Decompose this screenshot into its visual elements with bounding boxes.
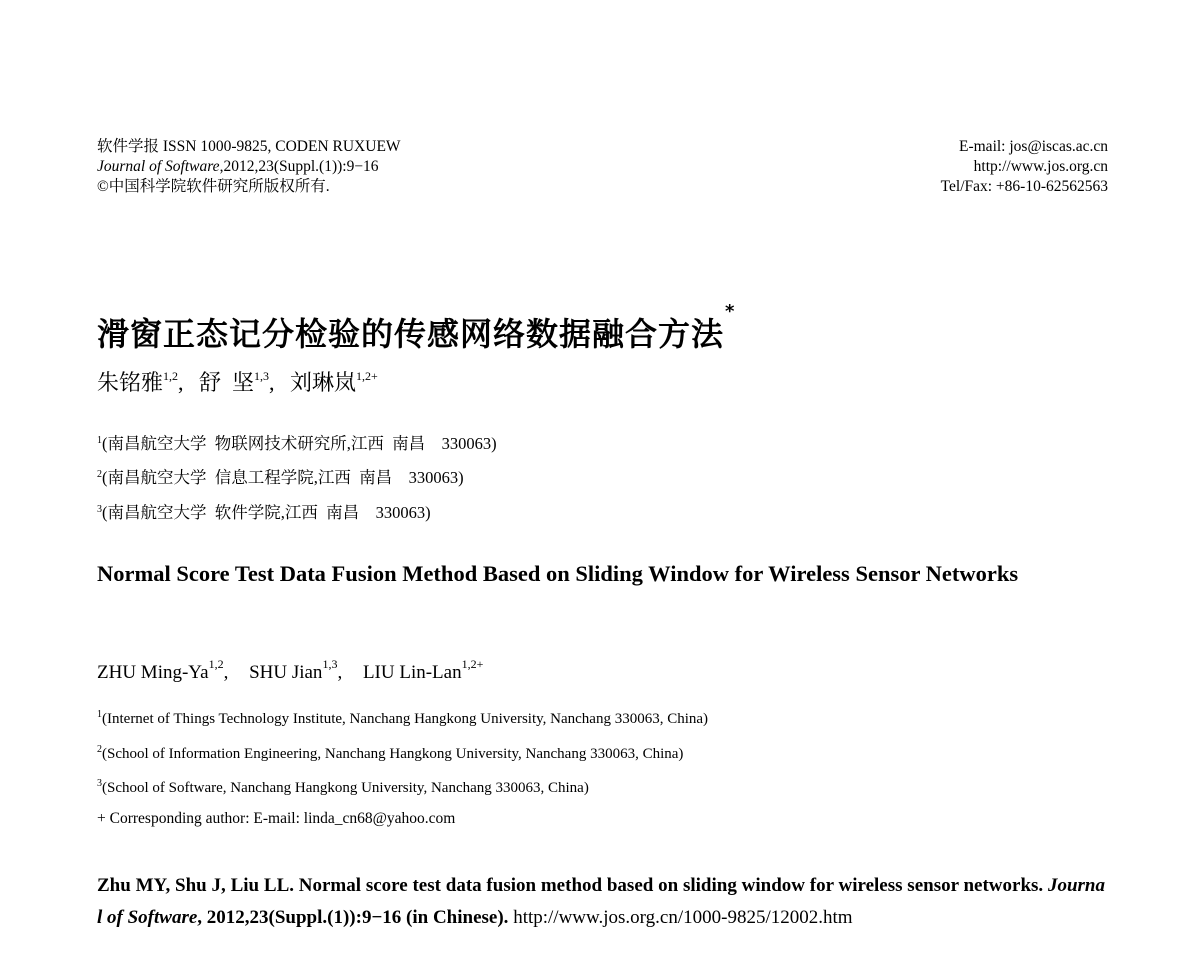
author-cn-name: 朱铭雅	[97, 370, 164, 395]
affiliation-cn-num: 2	[97, 469, 102, 480]
affiliation-en	[97, 740, 683, 764]
author-cn-sep: ,	[178, 370, 184, 395]
title-cn-text: 滑窗正态记分检验的传感网络数据融合方法	[97, 315, 725, 353]
affiliation-cn-text: (南昌航空大学 信息工程学院,江西 南昌 330063)	[102, 468, 464, 487]
title-footnote-mark: *	[725, 301, 736, 322]
journal-issn-line: 软件学报 ISSN 1000-9825, CODEN RUXUEW	[97, 138, 401, 155]
citation-volume: , 2012,23(Suppl.(1)):9−16 (in Chinese).	[197, 907, 509, 928]
journal-name: Journal of Software	[97, 158, 220, 175]
affiliation-en	[97, 774, 589, 798]
citation-journal: Journal of Software	[97, 875, 1105, 928]
affiliation-cn	[97, 464, 464, 489]
paper-title-cn	[97, 292, 735, 354]
affiliation-cn-text: (南昌航空大学 物联网技术研究所,江西 南昌 330063)	[102, 434, 497, 453]
affiliation-cn	[97, 430, 497, 455]
contact-url[interactable]: http://www.jos.org.cn	[973, 158, 1108, 175]
contact-email[interactable]: E-mail: jos@iscas.ac.cn	[959, 138, 1108, 155]
affiliation-cn-text: (南昌航空大学 软件学院,江西 南昌 330063)	[102, 503, 431, 522]
journal-citation-line	[97, 157, 401, 177]
citation-block	[97, 870, 1105, 934]
affiliation-cn-num: 3	[97, 504, 102, 515]
author-en-sup: 1,2	[208, 657, 224, 671]
authors-cn	[97, 360, 378, 399]
affiliation-en-num: 2	[97, 744, 102, 755]
author-en-sup: 1,3	[322, 657, 338, 671]
contact-telfax: Tel/Fax: +86-10-62562563	[940, 178, 1108, 195]
affiliation-cn-num: 1	[97, 435, 102, 446]
corresponding-author: + Corresponding author: E-mail: linda_cn68@yahoo.com	[97, 810, 456, 827]
journal-header	[97, 137, 401, 197]
affiliation-en-num: 1	[97, 709, 102, 720]
author-en-name: LIU Lin-Lan	[362, 662, 462, 683]
author-cn-sup: 1,2	[163, 369, 179, 383]
copyright-line: ©中国科学院软件研究所版权所有.	[97, 178, 330, 195]
citation-url[interactable]: http://www.jos.org.cn/1000-9825/12002.htm	[513, 907, 853, 928]
author-en-name: ZHU Ming-Ya	[97, 662, 209, 683]
affiliation-en-text: (School of Software, Nanchang Hangkong University, Nanchang 330063, China)	[102, 780, 589, 796]
affiliation-en	[97, 705, 708, 729]
author-en-name: SHU Jian	[249, 662, 323, 683]
affiliation-en-text: (School of Information Engineering, Nanchang Hangkong University, Nanchang 330063, China)	[102, 746, 684, 762]
citation-text: Zhu MY, Shu J, Liu LL. Normal score test data fusion method based on sliding window for wireless sensor networks.	[97, 875, 1048, 896]
author-cn-sup: 1,2+	[356, 369, 378, 383]
affiliation-cn	[97, 499, 431, 524]
author-cn-name: 舒 坚	[199, 370, 255, 395]
affiliation-en-text: (Internet of Things Technology Institute, Nanchang Hangkong University, Nanchang 330063, China)	[102, 711, 709, 727]
authors-en	[97, 651, 483, 686]
paper-title-en: Normal Score Test Data Fusion Method Based on Sliding Window for Wireless Sensor Networks	[97, 561, 1019, 586]
journal-volume: ,2012,23(Suppl.(1)):9−16	[219, 158, 379, 175]
author-cn-name: 刘琳岚	[290, 370, 357, 395]
author-en-sup: 1,2+	[461, 657, 484, 671]
affiliation-en-num: 3	[97, 778, 102, 789]
author-cn-sup: 1,3	[254, 369, 270, 383]
author-en-sep: ,	[223, 662, 229, 683]
author-en-sep: ,	[337, 662, 343, 683]
author-cn-sep: ,	[269, 370, 275, 395]
journal-contact	[941, 137, 1108, 197]
